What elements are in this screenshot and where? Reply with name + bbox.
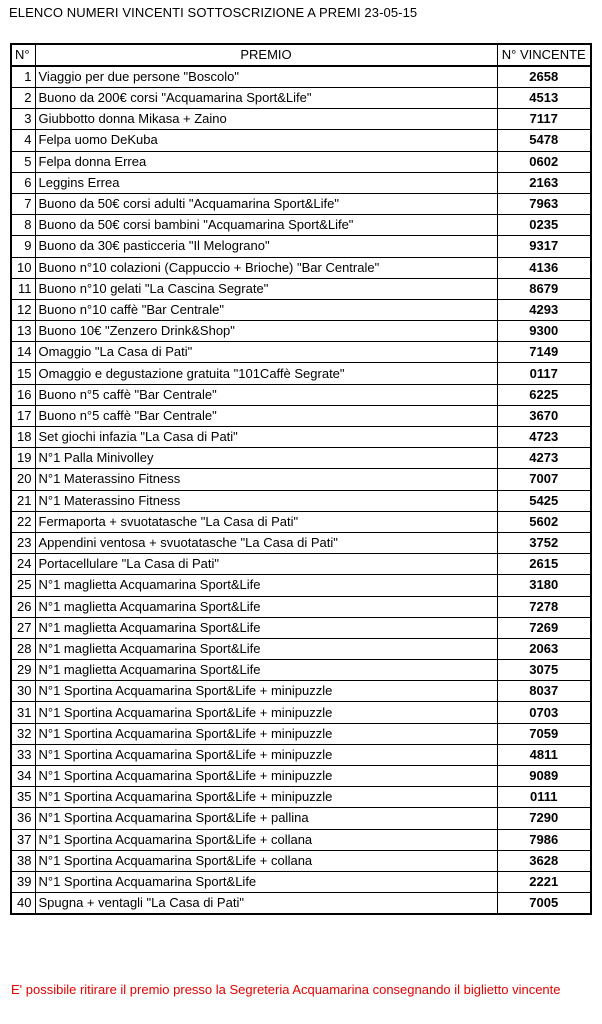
prize-description: N°1 Sportina Acquamarina Sport&Life + minipuzzle	[35, 766, 497, 787]
prize-description: Buono n°5 caffè "Bar Centrale"	[35, 384, 497, 405]
row-number: 10	[11, 257, 35, 278]
winning-number: 8679	[497, 278, 591, 299]
prize-description: Buono da 50€ corsi bambini "Acquamarina Sport&Life"	[35, 215, 497, 236]
table-row	[11, 766, 591, 787]
table-header-row	[11, 44, 591, 66]
row-number: 9	[11, 236, 35, 257]
table-row	[11, 405, 591, 426]
row-number: 13	[11, 321, 35, 342]
winning-number: 9300	[497, 321, 591, 342]
row-number: 24	[11, 554, 35, 575]
row-number: 19	[11, 448, 35, 469]
winning-number: 4293	[497, 299, 591, 320]
row-number: 14	[11, 342, 35, 363]
prize-description: Giubbotto donna Mikasa + Zaino	[35, 109, 497, 130]
table-row	[11, 299, 591, 320]
row-number: 1	[11, 66, 35, 88]
prize-description: N°1 maglietta Acquamarina Sport&Life	[35, 617, 497, 638]
prize-description: N°1 Sportina Acquamarina Sport&Life + minipuzzle	[35, 787, 497, 808]
row-number: 5	[11, 151, 35, 172]
row-number: 8	[11, 215, 35, 236]
winning-number: 7149	[497, 342, 591, 363]
prize-description: Viaggio per due persone "Boscolo"	[35, 66, 497, 88]
row-number: 29	[11, 660, 35, 681]
table-row	[11, 554, 591, 575]
table-row	[11, 511, 591, 532]
winning-number: 0602	[497, 151, 591, 172]
winning-number: 5478	[497, 130, 591, 151]
winning-number: 7059	[497, 723, 591, 744]
prize-description: N°1 Palla Minivolley	[35, 448, 497, 469]
prize-description: N°1 Sportina Acquamarina Sport&Life + collana	[35, 829, 497, 850]
winning-number: 2615	[497, 554, 591, 575]
table-row	[11, 363, 591, 384]
prize-description: Buono da 50€ corsi adulti "Acquamarina Sport&Life"	[35, 193, 497, 214]
winning-number: 3670	[497, 405, 591, 426]
winning-number: 2221	[497, 871, 591, 892]
winning-number: 4513	[497, 88, 591, 109]
row-number: 32	[11, 723, 35, 744]
prize-description: Buono n°10 colazioni (Cappuccio + Brioche) "Bar Centrale"	[35, 257, 497, 278]
winning-number: 8037	[497, 681, 591, 702]
row-number: 7	[11, 193, 35, 214]
winning-number: 2658	[497, 66, 591, 88]
table-row	[11, 384, 591, 405]
row-number: 34	[11, 766, 35, 787]
row-number: 22	[11, 511, 35, 532]
row-number: 27	[11, 617, 35, 638]
row-number: 6	[11, 172, 35, 193]
prize-description: Appendini ventosa + svuotatasche "La Casa di Pati"	[35, 532, 497, 553]
table-row	[11, 448, 591, 469]
page-title: ELENCO NUMERI VINCENTI SOTTOSCRIZIONE A PREMI 23-05-15	[9, 5, 418, 20]
row-number: 15	[11, 363, 35, 384]
table-row	[11, 193, 591, 214]
winning-numbers-table	[10, 43, 592, 915]
table-row	[11, 151, 591, 172]
row-number: 16	[11, 384, 35, 405]
winning-number: 5425	[497, 490, 591, 511]
prize-description: Buono 10€ "Zenzero Drink&Shop"	[35, 321, 497, 342]
column-header-winning-number: N° VINCENTE	[497, 44, 591, 66]
winning-number: 5602	[497, 511, 591, 532]
prize-description: N°1 Sportina Acquamarina Sport&Life + pallina	[35, 808, 497, 829]
row-number: 31	[11, 702, 35, 723]
table-row	[11, 893, 591, 915]
table-row	[11, 638, 591, 659]
table-row	[11, 88, 591, 109]
column-header-number: N°	[11, 44, 35, 66]
prize-description: Set giochi infazia "La Casa di Pati"	[35, 427, 497, 448]
winning-number: 7117	[497, 109, 591, 130]
winning-number: 7269	[497, 617, 591, 638]
table-row	[11, 236, 591, 257]
winning-number: 3075	[497, 660, 591, 681]
row-number: 30	[11, 681, 35, 702]
table-row	[11, 744, 591, 765]
table-row	[11, 321, 591, 342]
winning-number: 0111	[497, 787, 591, 808]
table-row	[11, 172, 591, 193]
table-row	[11, 829, 591, 850]
winning-number: 0235	[497, 215, 591, 236]
winning-number: 7290	[497, 808, 591, 829]
prize-description: Portacellulare "La Casa di Pati"	[35, 554, 497, 575]
table-row	[11, 532, 591, 553]
winning-number: 7963	[497, 193, 591, 214]
prize-description: Spugna + ventagli "La Casa di Pati"	[35, 893, 497, 915]
prize-description: Buono da 200€ corsi "Acquamarina Sport&Life"	[35, 88, 497, 109]
prize-description: Felpa uomo DeKuba	[35, 130, 497, 151]
row-number: 33	[11, 744, 35, 765]
row-number: 36	[11, 808, 35, 829]
winning-number: 7986	[497, 829, 591, 850]
prize-description: N°1 Sportina Acquamarina Sport&Life + minipuzzle	[35, 681, 497, 702]
table-row	[11, 490, 591, 511]
prize-description: N°1 Materassino Fitness	[35, 469, 497, 490]
table-row	[11, 617, 591, 638]
winning-number: 4136	[497, 257, 591, 278]
prize-description: Buono n°10 caffè "Bar Centrale"	[35, 299, 497, 320]
winning-number: 3180	[497, 575, 591, 596]
prize-description: Buono n°10 gelati "La Cascina Segrate"	[35, 278, 497, 299]
row-number: 35	[11, 787, 35, 808]
prize-description: N°1 Sportina Acquamarina Sport&Life	[35, 871, 497, 892]
prize-description: N°1 Materassino Fitness	[35, 490, 497, 511]
winning-number: 7007	[497, 469, 591, 490]
winning-number: 3752	[497, 532, 591, 553]
winning-number: 2163	[497, 172, 591, 193]
prize-description: N°1 Sportina Acquamarina Sport&Life + minipuzzle	[35, 744, 497, 765]
prize-description: Fermaporta + svuotatasche "La Casa di Pati"	[35, 511, 497, 532]
winning-number: 0117	[497, 363, 591, 384]
prize-description: Leggins Errea	[35, 172, 497, 193]
prize-description: Omaggio e degustazione gratuita "101Caffè Segrate"	[35, 363, 497, 384]
prize-description: Buono n°5 caffè "Bar Centrale"	[35, 405, 497, 426]
prize-description: N°1 maglietta Acquamarina Sport&Life	[35, 660, 497, 681]
row-number: 3	[11, 109, 35, 130]
prize-description: N°1 maglietta Acquamarina Sport&Life	[35, 575, 497, 596]
table-row	[11, 342, 591, 363]
row-number: 4	[11, 130, 35, 151]
prize-description: Omaggio "La Casa di Pati"	[35, 342, 497, 363]
winning-number: 2063	[497, 638, 591, 659]
table-row	[11, 427, 591, 448]
table-row	[11, 660, 591, 681]
table-row	[11, 257, 591, 278]
prize-description: N°1 Sportina Acquamarina Sport&Life + collana	[35, 850, 497, 871]
row-number: 38	[11, 850, 35, 871]
table-row	[11, 596, 591, 617]
winning-number: 0703	[497, 702, 591, 723]
table-row	[11, 66, 591, 88]
prize-description: N°1 maglietta Acquamarina Sport&Life	[35, 638, 497, 659]
table-row	[11, 575, 591, 596]
row-number: 2	[11, 88, 35, 109]
prize-description: N°1 Sportina Acquamarina Sport&Life + minipuzzle	[35, 723, 497, 744]
table-row	[11, 109, 591, 130]
prize-description: N°1 Sportina Acquamarina Sport&Life + minipuzzle	[35, 702, 497, 723]
row-number: 12	[11, 299, 35, 320]
table-row	[11, 723, 591, 744]
winning-number: 4273	[497, 448, 591, 469]
row-number: 23	[11, 532, 35, 553]
winning-number: 4811	[497, 744, 591, 765]
row-number: 18	[11, 427, 35, 448]
table-row	[11, 130, 591, 151]
row-number: 40	[11, 893, 35, 915]
table-row	[11, 808, 591, 829]
winning-number: 4723	[497, 427, 591, 448]
table-row	[11, 787, 591, 808]
pickup-notice: E' possibile ritirare il premio presso la Segreteria Acquamarina consegnando il biglietto vincente	[11, 982, 561, 997]
winning-number: 7005	[497, 893, 591, 915]
table-row	[11, 278, 591, 299]
table-row	[11, 871, 591, 892]
row-number: 37	[11, 829, 35, 850]
table-row	[11, 681, 591, 702]
winning-number: 7278	[497, 596, 591, 617]
winning-number: 9089	[497, 766, 591, 787]
row-number: 26	[11, 596, 35, 617]
prize-description: Buono da 30€ pasticceria "Il Melograno"	[35, 236, 497, 257]
winning-number: 9317	[497, 236, 591, 257]
row-number: 17	[11, 405, 35, 426]
winning-number: 3628	[497, 850, 591, 871]
column-header-prize: PREMIO	[35, 44, 497, 66]
prize-description: Felpa donna Errea	[35, 151, 497, 172]
row-number: 21	[11, 490, 35, 511]
row-number: 25	[11, 575, 35, 596]
table-row	[11, 469, 591, 490]
row-number: 28	[11, 638, 35, 659]
table-row	[11, 850, 591, 871]
prize-description: N°1 maglietta Acquamarina Sport&Life	[35, 596, 497, 617]
table-row	[11, 702, 591, 723]
winning-number: 6225	[497, 384, 591, 405]
row-number: 39	[11, 871, 35, 892]
table-row	[11, 215, 591, 236]
row-number: 11	[11, 278, 35, 299]
row-number: 20	[11, 469, 35, 490]
